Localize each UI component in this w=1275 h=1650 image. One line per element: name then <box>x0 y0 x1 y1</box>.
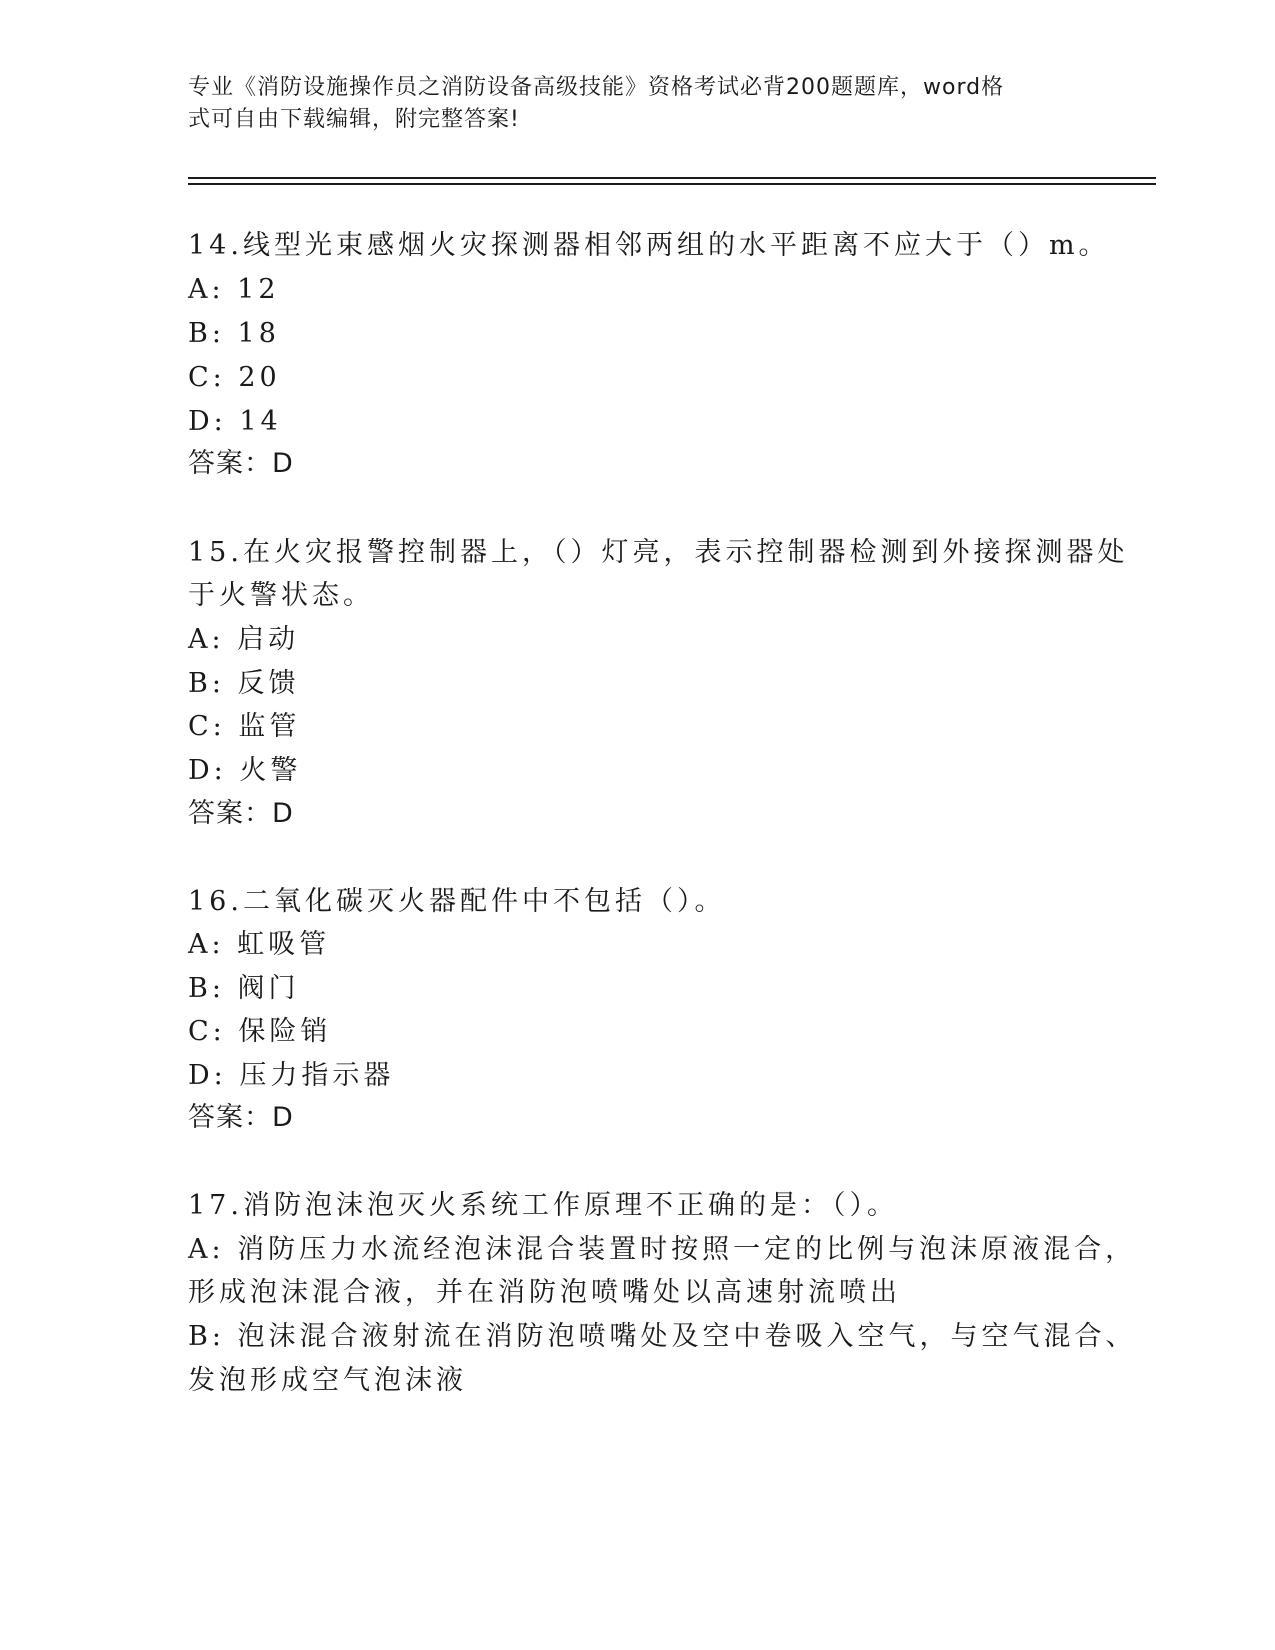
option-a: A: 虹吸管 <box>188 929 331 960</box>
option-d: D: 14 <box>188 406 282 437</box>
option-c: C: 保险销 <box>188 1016 332 1047</box>
question-stem: 16.二氧化碳灭火器配件中不包括（）。 <box>188 886 726 917</box>
question-stem: 17.消防泡沫泡灭火系统工作原理不正确的是：（）。 <box>188 1190 898 1221</box>
option-b: B: 18 <box>188 318 280 349</box>
option-a: A: 12 <box>188 274 280 305</box>
option-d: D: 压力指示器 <box>188 1060 395 1091</box>
header-line-1: 专业《消防设施操作员之消防设备高级技能》资格考试必背200题题库，word格 <box>188 75 1005 100</box>
question-stem: 15.在火灾报警控制器上，（）灯亮，表示控制器检测到外接探测器处 <box>188 537 1129 568</box>
header-divider-top <box>188 177 1156 179</box>
option-a: A: 启动 <box>188 624 300 655</box>
answer: 答案：D <box>188 448 294 479</box>
option-b-continued: 发泡形成空气泡沫液 <box>188 1365 467 1396</box>
option-d: D: 火警 <box>188 755 302 786</box>
question-stem: 14.线型光束感烟火灾探测器相邻两组的水平距离不应大于（）m。 <box>188 230 1110 261</box>
document-header <box>188 72 1068 136</box>
answer: 答案：D <box>188 1102 294 1133</box>
option-b: B: 泡沫混合液射流在消防泡喷嘴处及空中卷吸入空气，与空气混合、 <box>188 1321 1137 1352</box>
question-stem-continued: 于火警状态。 <box>188 580 374 611</box>
header-divider-bottom <box>188 183 1156 185</box>
option-b: B: 阀门 <box>188 973 300 1004</box>
option-b: B: 反馈 <box>188 668 300 699</box>
option-c: C: 监管 <box>188 711 301 742</box>
header-line-2: 式可自由下载编辑，附完整答案! <box>188 107 520 132</box>
option-a-continued: 形成泡沫混合液，并在消防泡喷嘴处以高速射流喷出 <box>188 1277 901 1308</box>
answer: 答案：D <box>188 798 294 829</box>
option-c: C: 20 <box>188 362 281 393</box>
option-a: A: 消防压力水流经泡沫混合装置时按照一定的比例与泡沫原液混合， <box>188 1234 1137 1265</box>
